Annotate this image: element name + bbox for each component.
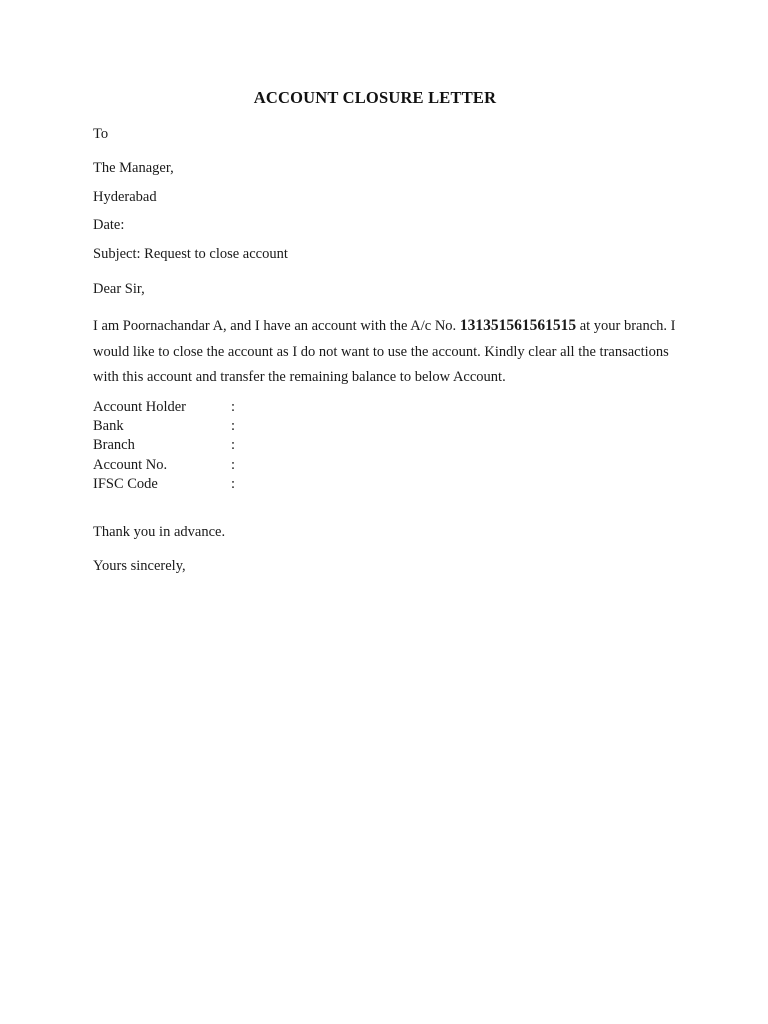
field-separator: : [231, 399, 236, 415]
field-separator: : [231, 476, 236, 492]
field-separator: : [231, 437, 236, 453]
date-line: Date: [93, 217, 125, 233]
to-line: To [93, 126, 109, 142]
field-separator: : [231, 418, 236, 434]
field-separator: : [231, 457, 236, 473]
closing-line: Yours sincerely, [93, 558, 186, 574]
account-number: 131351561561515 [459, 317, 577, 334]
body-rest: at your branch. I would like to close the account as I do not want to use the account. Kindly clear all the transactions with this account and transfer the remaining balance to below Account. [93, 318, 676, 385]
body-intro: I am Poornachandar A, and I have an account with the A/c No. [93, 318, 460, 334]
recipient-line: The Manager, [93, 160, 174, 176]
subject-line: Subject: Request to close account [93, 246, 288, 262]
letter-title: ACCOUNT CLOSURE LETTER [253, 88, 497, 107]
field-label-account-no: Account No. [93, 457, 168, 473]
salutation-line: Dear Sir, [93, 281, 145, 297]
field-label-ifsc-code: IFSC Code [93, 476, 158, 492]
field-label-account-holder: Account Holder [93, 399, 187, 415]
field-label-bank: Bank [93, 418, 124, 434]
body-paragraph [93, 313, 683, 391]
thanks-line: Thank you in advance. [93, 524, 226, 540]
city-line: Hyderabad [93, 189, 157, 205]
field-label-branch: Branch [93, 437, 135, 453]
